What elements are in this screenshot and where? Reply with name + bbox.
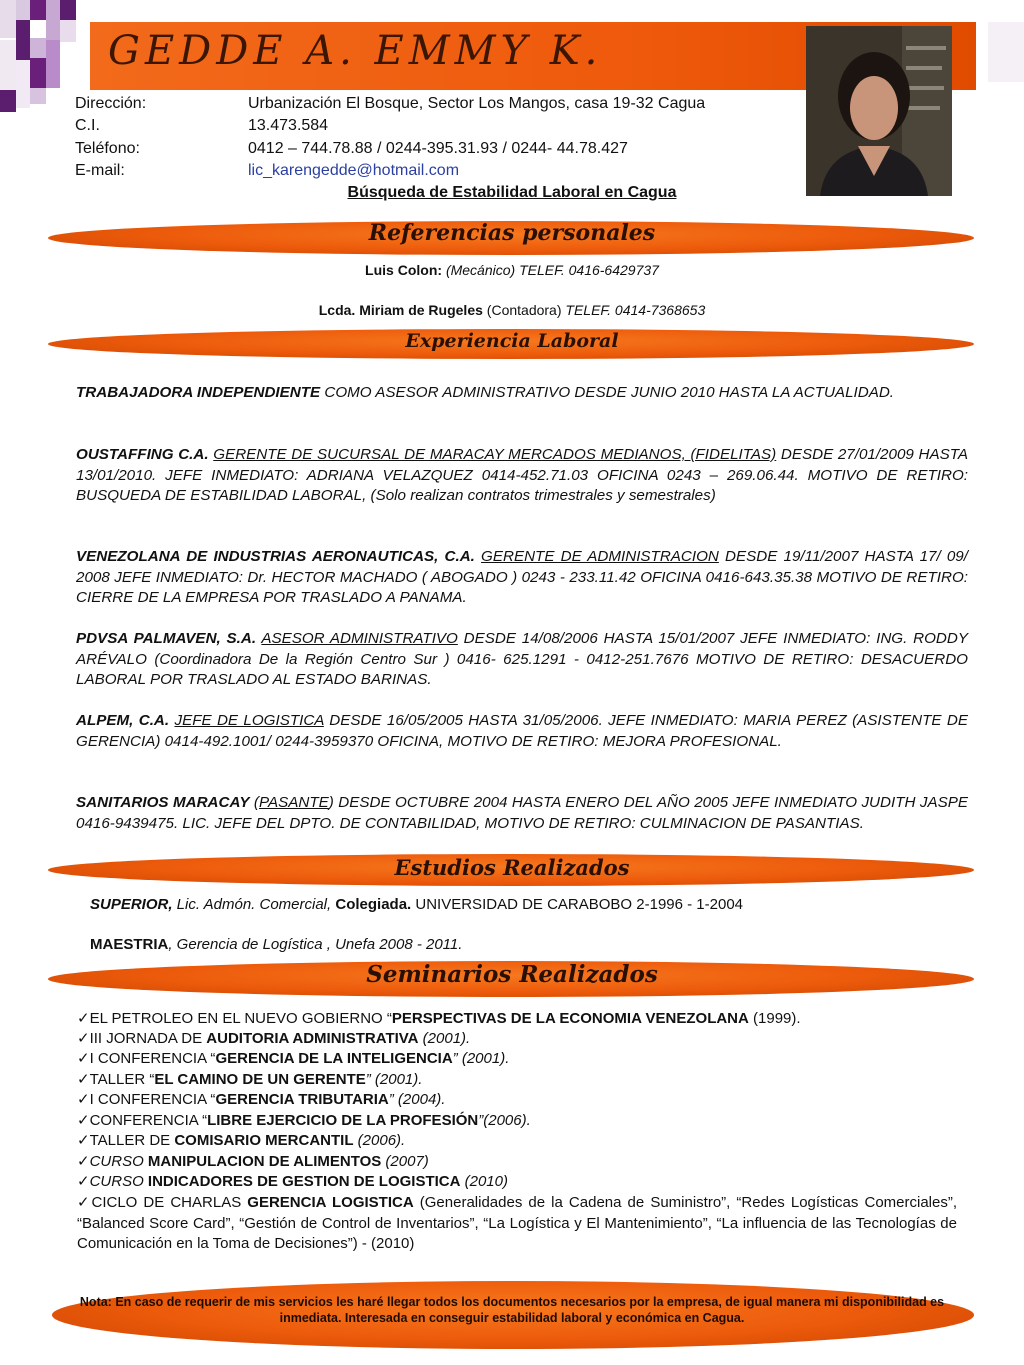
seminar-post: (1999).	[748, 1010, 801, 1027]
job-company: SANITARIOS MARACAY	[76, 794, 250, 811]
seminar-post: (2010)	[460, 1173, 508, 1190]
seminar-title: AUDITORIA ADMINISTRATIVA	[206, 1030, 419, 1047]
profile-photo	[806, 26, 952, 196]
reference-item	[0, 262, 1024, 278]
seminar-post: ” (2001).	[452, 1050, 510, 1067]
applicant-name: GEDDE A. EMMY K.	[108, 28, 603, 74]
seminar-item	[77, 1070, 957, 1091]
job-details: ) DESDE OCTUBRE 2004 HASTA ENERO DEL AÑO 2005 JEFE INMEDIATO JUDITH JASPE 0416-9439475. LIC. JEFE DEL DPTO. DE CONTABILIDAD, MOTIVO DE RETIRO: CULMINACION DE PASANTIAS.	[76, 794, 968, 832]
seminar-pre: III JORNADA DE	[89, 1030, 207, 1047]
job-details: COMO ASESOR ADMINISTRATIVO DESDE JUNIO 2010 HASTA LA ACTUALIDAD.	[320, 384, 895, 401]
study-item	[90, 936, 462, 953]
job-entry	[76, 711, 968, 752]
contact-value: 0412 – 744.78.88 / 0244-395.31.93 / 0244- 44.78.427	[248, 140, 628, 157]
study-rest: UNIVERSIDAD DE CARABOBO 2-1996 - 1-2004	[411, 896, 744, 913]
seminar-title: GERENCIA TRIBUTARIA	[215, 1091, 389, 1108]
job-details: DESDE 27/01/2009 HASTA 13/01/2010. JEFE INMEDIATO: ADRIANA VELAZQUEZ 0414-452.71.03 OFICINA 0243 – 269.06.44. MOTIVO DE RETIRO: BUSQUEDA DE ESTABILIDAD LABORAL, (Solo realizan contratos trimestrales y semestrales)	[76, 446, 968, 504]
checkmark-icon: ✓	[77, 1050, 90, 1067]
checkmark-icon: ✓	[77, 1071, 90, 1088]
checkmark-icon: ✓	[77, 1091, 90, 1108]
reference-name: Luis Colon:	[365, 262, 443, 278]
job-company: TRABAJADORA INDEPENDIENTE	[76, 384, 321, 401]
seminar-title: COMISARIO MERCANTIL	[174, 1132, 354, 1149]
seminar-post: (2007)	[381, 1153, 429, 1170]
seminar-post: (2001).	[418, 1030, 471, 1047]
seminar-pre: CURSO	[89, 1153, 148, 1170]
seminar-pre: TALLER DE	[89, 1132, 175, 1149]
job-position: ASESOR ADMINISTRATIVO	[261, 630, 458, 647]
contact-value: Urbanización El Bosque, Sector Los Mangos, casa 19-32 Cagua	[248, 95, 706, 112]
checkmark-icon: ✓	[77, 1153, 90, 1170]
seminar-item	[77, 1172, 957, 1193]
reference-phone: TELEF. 0414-7368653	[565, 302, 706, 318]
study-detail: , Gerencia de Logística , Unefa 2008 - 2011.	[168, 936, 463, 953]
seminar-title: GERENCIA DE LA INTELIGENCIA	[215, 1050, 453, 1067]
job-details: DESDE 14/08/2006 HASTA 15/01/2007 JEFE INMEDIATO: ING. RODDY ARÉVALO (Coordinadora De la Región Centro Sur ) 0416- 625.1291 - 0412-251.7676 MOTIVO DE RETIRO: DESACUERDO LABORAL POR TRASLADO AL ESTADO BARINAS.	[76, 630, 968, 688]
seminar-post: ”(2006).	[478, 1112, 531, 1129]
checkmark-icon: ✓	[77, 1010, 90, 1027]
job-company: OUSTAFFING C.A.	[76, 446, 209, 463]
contact-value: 13.473.584	[248, 117, 329, 134]
job-entry	[76, 629, 968, 691]
footer-note: Nota: En caso de requerir de mis servicios les haré llegar todos los documentos necesarios por la empresa, de igual manera mi disponibilidad es inmediata. Interesada en conseguir estabilidad laboral y económica en Cagua.	[79, 1295, 945, 1325]
study-level: MAESTRIA	[90, 936, 169, 953]
section-title-experience: Experiencia Laboral	[405, 330, 619, 352]
seminar-item	[77, 1009, 957, 1030]
seminar-item	[77, 1193, 957, 1255]
email-link[interactable]: lic_karengedde@hotmail.com	[248, 162, 460, 179]
reference-phone: TELEF. 0416-6429737	[519, 262, 659, 278]
reference-role: (Mecánico)	[445, 262, 516, 278]
study-bold: Colegiada.	[335, 896, 412, 913]
seminar-title: INDICADORES DE GESTION DE LOGISTICA	[147, 1173, 461, 1190]
seminar-post: (Generalidades de la Cadena de Suministro”, “Redes Logísticas Comerciales”, “Balanced Score Card”, “Gestión de Control de Inventarios”, “La Logística y El Mantenimiento”, “La influencia de las Tecnologías de Comunicación en la Toma de Decisiones”) - (2010)	[77, 1194, 958, 1252]
reference-role: (Contadora)	[486, 302, 562, 318]
job-entry	[76, 547, 968, 609]
seminar-pre: I CONFERENCIA “	[89, 1091, 216, 1108]
seminar-title: LIBRE EJERCICIO DE LA PROFESIÓN	[207, 1112, 479, 1129]
job-company: ALPEM, C.A.	[76, 712, 170, 729]
study-item	[90, 896, 743, 913]
seminar-post: (2006).	[353, 1132, 406, 1149]
seminar-title: PERSPECTIVAS DE LA ECONOMIA VENEZOLANA	[391, 1010, 749, 1027]
checkmark-icon: ✓	[77, 1132, 90, 1149]
job-company: PDVSA PALMAVEN, S.A.	[76, 630, 257, 647]
seminar-pre: CONFERENCIA “	[89, 1112, 208, 1129]
reference-item	[0, 302, 1024, 318]
job-position: GERENTE DE SUCURSAL DE MARACAY MERCADOS MEDIANOS, (FIDELITAS)	[213, 446, 777, 463]
seminar-title: MANIPULACION DE ALIMENTOS	[147, 1153, 382, 1170]
contact-label: C.I.	[75, 117, 100, 134]
checkmark-icon: ✓	[77, 1030, 90, 1047]
seminar-item	[77, 1029, 957, 1050]
seminar-post: ” (2001).	[365, 1071, 423, 1088]
job-details: DESDE 16/05/2005 HASTA 31/05/2006. JEFE INMEDIATO: MARIA PEREZ (ASISTENTE DE GERENCIA) 0414-492.1001/ 0244-3959370 OFICINA, MOTIVO DE RETIRO: MEJORA PROFESIONAL.	[76, 712, 968, 750]
seminar-title: EL CAMINO DE UN GERENTE	[154, 1071, 366, 1088]
job-entry	[76, 383, 968, 404]
contact-label: E-mail:	[75, 162, 125, 179]
seminar-pre: TALLER “	[89, 1071, 155, 1088]
seminar-pre: EL PETROLEO EN EL NUEVO GOBIERNO “	[89, 1010, 392, 1027]
study-detail: Lic. Admón. Comercial,	[172, 896, 336, 913]
job-company: VENEZOLANA DE INDUSTRIAS AERONAUTICAS, C.A.	[76, 548, 475, 565]
section-title-seminars: Seminarios Realizados	[366, 961, 658, 988]
job-position: JEFE DE LOGISTICA	[174, 712, 324, 729]
job-position: PASANTE	[258, 794, 329, 811]
checkmark-icon: ✓	[77, 1112, 90, 1129]
checkmark-icon: ✓	[77, 1173, 90, 1190]
section-title-references: Referencias personales	[368, 220, 656, 246]
contact-label: Dirección:	[75, 95, 147, 112]
contact-label: Teléfono:	[75, 140, 140, 157]
job-details: DESDE 19/11/2007 HASTA 17/ 09/ 2008 JEFE INMEDIATO: Dr. HECTOR MACHADO ( ABOGADO ) 0243 - 233.11.42 OFICINA 0416-643.35.38 MOTIVO DE RETIRO: CIERRE DE LA EMPRESA POR TRASLADO A PANAMA.	[76, 548, 968, 606]
reference-name: Lcda. Miriam de Rugeles	[318, 302, 483, 318]
job-entry: SANITARIOS MARACAY (PASANTE) DESDE OCTUBRE 2004 HASTA ENERO DEL AÑO 2005 JEFE INMEDIATO JUDITH JASPE 0416-9439475. LIC. JEFE DEL DPTO. DE CONTABILIDAD, MOTIVO DE RETIRO: CULMINACION DE PASANTIAS.	[76, 794, 968, 832]
seminar-post: ” (2004).	[388, 1091, 446, 1108]
seminar-pre: I CONFERENCIA “	[89, 1050, 216, 1067]
job-position: GERENTE DE ADMINISTRACION	[481, 548, 719, 565]
checkmark-icon: ✓	[77, 1194, 92, 1211]
seminar-item	[77, 1152, 957, 1173]
seminar-item	[77, 1131, 957, 1152]
objective: Búsqueda de Estabilidad Laboral en Cagua	[347, 184, 677, 201]
study-level: SUPERIOR,	[90, 896, 173, 913]
seminar-title: GERENCIA LOGISTICA	[247, 1194, 414, 1211]
portrait-image	[806, 26, 952, 196]
seminar-pre: CURSO	[89, 1173, 148, 1190]
section-title-studies: Estudios Realizados	[394, 855, 630, 880]
job-entry	[76, 445, 968, 507]
seminar-item	[77, 1090, 957, 1111]
seminar-item	[77, 1049, 957, 1070]
seminar-pre: CICLO DE CHARLAS	[91, 1194, 248, 1211]
seminar-item	[77, 1111, 957, 1132]
